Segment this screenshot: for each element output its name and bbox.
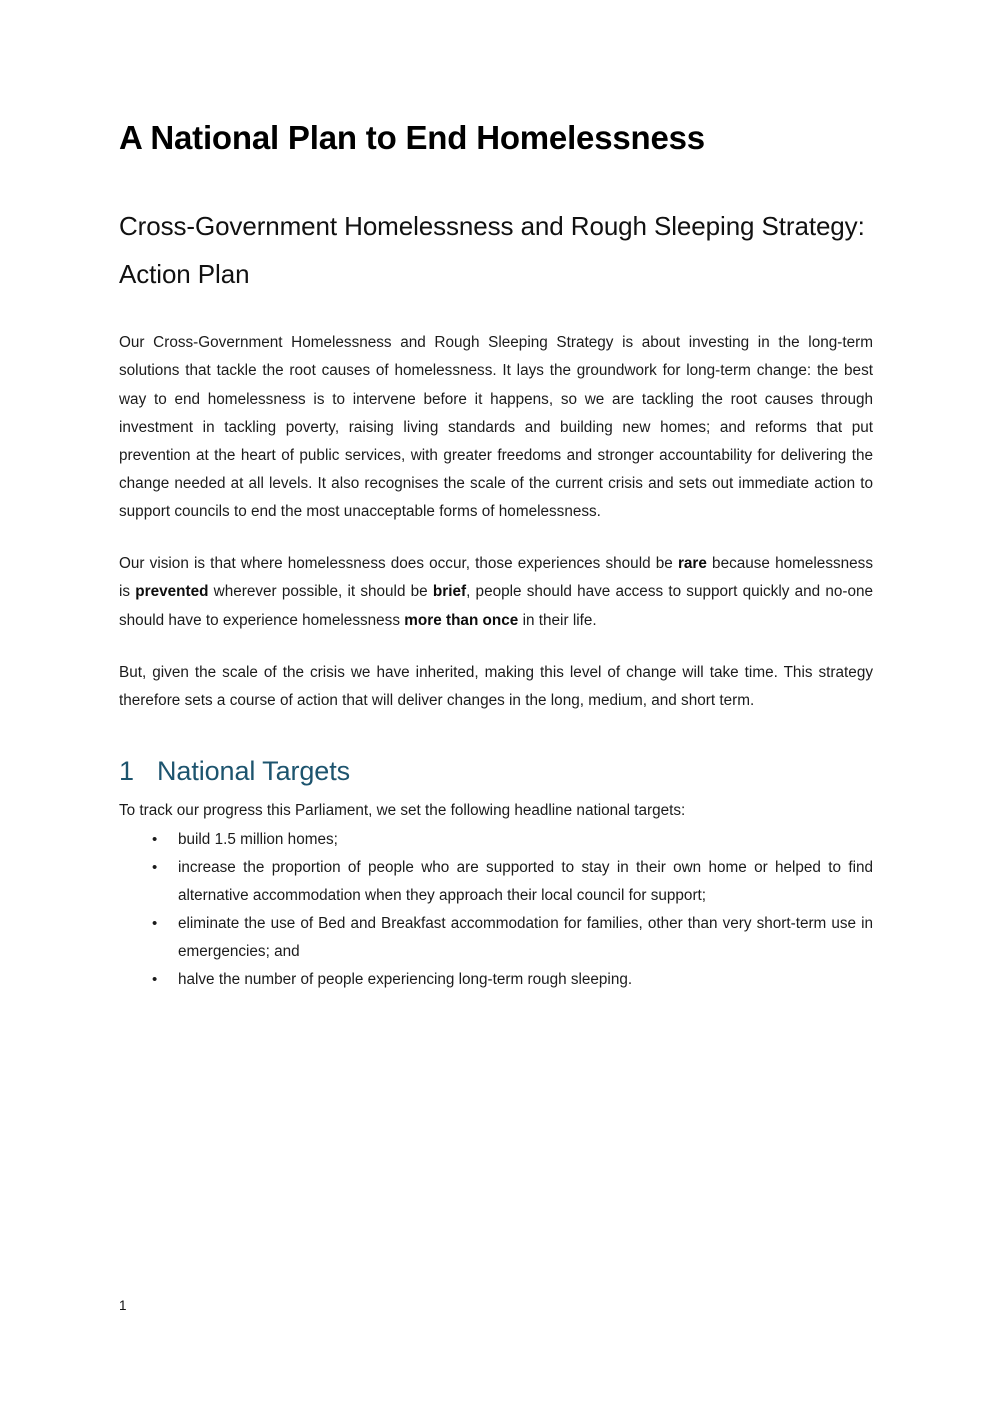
list-item-label: eliminate the use of Bed and Breakfast accommodation for families, other than very short-term use in emergencies; and: [178, 915, 873, 961]
list-item: [119, 826, 873, 854]
document-subtitle: Cross-Government Homelessness and Rough Sleeping Strategy: Action Plan: [119, 210, 865, 290]
vision-text-segment-4: , people should have access to support quickly and no-one should have to experience homelessness: [119, 583, 874, 629]
list-item: [119, 910, 873, 966]
bullet-icon: •: [152, 971, 158, 988]
page-title: A National Plan to End Homelessness: [119, 119, 705, 156]
bullet-icon: •: [152, 831, 158, 849]
section-heading-national-targets: [119, 715, 873, 789]
section-intro-line: To track our progress this Parliament, we set the following headline national targets:: [119, 801, 686, 819]
emphasis-more-than-once: more than once: [404, 611, 519, 629]
section-number: 1: [119, 756, 134, 787]
document-content: [119, 0, 873, 994]
bullet-icon: •: [152, 915, 158, 933]
list-item: [119, 966, 873, 994]
vision-text-segment-1: Our vision is that where homelessness does occur, those experiences should be: [119, 555, 678, 573]
emphasis-prevented: prevented: [135, 583, 209, 601]
list-item-label: increase the proportion of people who are supported to stay in their own home or helped to find alternative accommodation when they approach their local council for support;: [178, 859, 873, 905]
intro-paragraph-1: Our Cross-Government Homelessness and Rough Sleeping Strategy is about investing in the long-term solutions that tackle the root causes of homelessness. It lays the groundwork for long-term change: the best way to end homelessness is to intervene before it happens, so we are tackling the root causes through investment in tackling poverty, raising living standards and building new homes; and reforms that put prevention at the heart of public services, with greater freedoms and stronger accountability for delivering the change needed at all levels. It also recognises the scale of the current crisis and sets out immediate action to support councils to end the most unacceptable forms of homelessness.: [119, 334, 873, 521]
vision-text-segment-5: in their life.: [518, 611, 597, 629]
list-item: [119, 854, 873, 910]
intro-paragraph-3: But, given the scale of the crisis we have inherited, making this level of change will take time. This strategy therefore sets a course of action that will deliver changes in the long, medium, and short term.: [119, 663, 873, 709]
list-item-label: build 1.5 million homes;: [178, 831, 338, 849]
bullet-icon: •: [152, 859, 158, 877]
emphasis-rare: rare: [677, 555, 707, 573]
vision-text-segment-2: because homelessness is: [119, 555, 873, 601]
intro-paragraph-2: [119, 526, 873, 634]
page-number: 1: [119, 1298, 127, 1313]
emphasis-brief: brief: [432, 583, 467, 601]
list-item-label: halve the number of people experiencing long-term rough sleeping.: [178, 971, 633, 988]
vision-text-segment-3: wherever possible, it should be: [208, 583, 433, 601]
national-targets-list: [119, 824, 873, 994]
section-title: National Targets: [157, 756, 351, 787]
